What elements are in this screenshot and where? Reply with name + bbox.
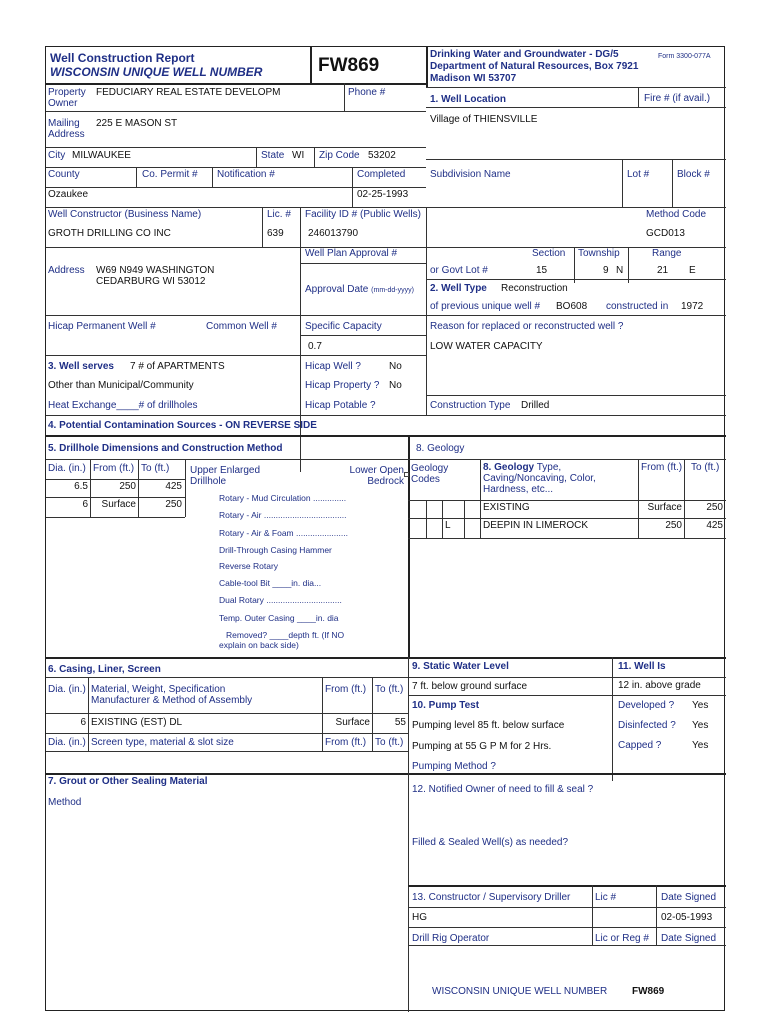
previous-well-label: of previous unique well # <box>430 301 541 312</box>
geology-row-2-code: L <box>445 520 451 531</box>
grout-title: 7. Grout or Other Sealing Material <box>48 776 208 787</box>
constructor-business-label: Well Constructor (Business Name) <box>48 209 202 220</box>
range-label: Range <box>652 248 682 259</box>
agency-line-3: Madison WI 53707 <box>430 73 517 84</box>
casing-material-label-2: Manufacturer & Method of Assembly <box>91 695 253 706</box>
heat-exchange-label: Heat Exchange____# of drillholes <box>48 400 198 411</box>
reason-value: LOW WATER CAPACITY <box>430 341 543 352</box>
constructor-address-label: Address <box>48 265 85 276</box>
casing-to-label: To (ft.) <box>375 684 404 695</box>
filled-sealed-label: Filled & Sealed Well(s) as needed? <box>412 837 569 848</box>
block-label: Block # <box>677 169 710 180</box>
geology-type-label: 8. Geology Type, <box>483 462 562 473</box>
fire-label: Fire # (if avail.) <box>644 93 711 104</box>
city-value: MILWAUKEE <box>72 150 131 161</box>
well-number: FW869 <box>318 55 380 76</box>
geology-row-1-to: 250 <box>706 502 723 513</box>
mailing-label-1: Mailing <box>48 118 80 129</box>
mailing-label-2: Address <box>48 129 85 140</box>
capped-value: Yes <box>692 740 709 751</box>
geology-row-2-from: 250 <box>665 520 682 531</box>
township-value: 9 <box>603 265 609 276</box>
previous-well-value: BO608 <box>556 301 588 312</box>
static-water-title: 9. Static Water Level <box>412 661 509 672</box>
property-owner-label-2: Owner <box>48 98 78 109</box>
well-type-value: Reconstruction <box>501 283 568 294</box>
method-explain: explain on back side) <box>219 640 299 650</box>
method-code-value: GCD013 <box>646 228 685 239</box>
bedrock-checkbox <box>404 472 409 477</box>
geology-from-label: From (ft.) <box>641 462 683 473</box>
screen-from-label: From (ft.) <box>325 737 367 748</box>
contamination-title: 4. Potential Contamination Sources - ON REVERSE SIDE <box>48 420 317 431</box>
upper-enlarged-label-2: Drillhole <box>190 476 227 487</box>
hicap-well-value: No <box>389 361 402 372</box>
govt-lot-label: or Govt Lot # <box>430 265 488 276</box>
section-label: Section <box>532 248 566 259</box>
lic-label: Lic. # <box>267 209 291 220</box>
hicap-well-label: Hicap Well ? <box>305 361 361 372</box>
method-removed: Removed? ____depth ft. (If NO <box>226 630 345 640</box>
agency-line-1: Drinking Water and Groundwater - DG/5 <box>430 49 619 60</box>
notified-owner-label: 12. Notified Owner of need to fill & seal ? <box>412 784 594 795</box>
date-signed-value: 02-05-1993 <box>661 912 713 923</box>
section-value: 15 <box>536 265 548 276</box>
drillhole-row-1-to: 425 <box>165 481 182 492</box>
casing-title: 6. Casing, Liner, Screen <box>48 664 161 675</box>
lot-label: Lot # <box>627 169 650 180</box>
date-signed-2-label: Date Signed <box>661 933 717 944</box>
geology-to-label: To (ft.) <box>691 462 720 473</box>
driller-lic-label: Lic # <box>595 892 617 903</box>
date-signed-label: Date Signed <box>661 892 717 903</box>
hicap-property-label: Hicap Property ? <box>305 380 380 391</box>
method-code-label: Method Code <box>646 209 707 220</box>
method-dual-rotary: Dual Rotary ................................ <box>219 595 342 605</box>
well-type-title: 2. Well Type <box>430 283 487 294</box>
disinfected-value: Yes <box>692 720 709 731</box>
pump-test-title: 10. Pump Test <box>412 700 480 711</box>
upper-enlarged-label-1: Upper Enlarged <box>190 465 261 476</box>
form-number: Form 3300-077A <box>658 53 711 60</box>
casing-material-label-1: Material, Weight, Specification <box>91 684 226 695</box>
drillhole-row-2-dia: 6 <box>82 499 88 510</box>
lic-or-reg-label: Lic or Reg # <box>595 933 649 944</box>
property-owner-label-1: Property <box>48 87 86 98</box>
constructor-address-line-1: W69 N949 WASHINGTON <box>96 265 215 276</box>
drillhole-dia-label: Dia. (in.) <box>48 463 86 474</box>
screen-to-label: To (ft.) <box>375 737 404 748</box>
geology-codes-label-1: Geology <box>411 463 449 474</box>
reason-label: Reason for replaced or reconstructed well ? <box>430 321 624 332</box>
casing-row-material: EXISTING (EST) DL <box>91 717 183 728</box>
drillhole-row-2-to: 250 <box>165 499 182 510</box>
geology-row-1-from: Surface <box>647 502 682 513</box>
geology-row-2-desc: DEEPIN IN LIMEROCK <box>483 520 589 531</box>
method-temp-outer-casing: Temp. Outer Casing ____in. dia <box>219 613 339 623</box>
pumping-level: Pumping level 85 ft. below surface <box>412 720 565 731</box>
state-label: State <box>261 150 285 161</box>
facility-value: 246013790 <box>308 228 359 239</box>
well-plan-label: Well Plan Approval # <box>305 248 398 259</box>
agency-line-2: Department of Natural Resources, Box 7921 <box>430 61 639 72</box>
township-label: Township <box>578 248 620 259</box>
drillhole-to-label: To (ft.) <box>141 463 170 474</box>
form-subtitle: WISCONSIN UNIQUE WELL NUMBER <box>50 65 263 79</box>
approval-date-label: Approval Date (mm-dd-yyyy) <box>305 284 414 295</box>
casing-row-dia: 6 <box>80 717 86 728</box>
hicap-potable-label: Hicap Potable ? <box>305 400 376 411</box>
constructed-in-label: constructed in <box>606 301 669 312</box>
other-than-municipal-label: Other than Municipal/Community <box>48 380 194 391</box>
method-rotary-air-foam: Rotary - Air & Foam ...................... <box>219 528 348 538</box>
well-is-grade: 12 in. above grade <box>618 680 701 691</box>
drillhole-row-2-from: Surface <box>101 499 136 510</box>
mailing-address-value: 225 E MASON ST <box>96 118 178 129</box>
developed-label: Developed ? <box>618 700 675 711</box>
geology-row-2-to: 425 <box>706 520 723 531</box>
constructor-driller-label: 13. Constructor / Supervisory Driller <box>412 892 571 903</box>
casing-from-label: From (ft.) <box>325 684 367 695</box>
construction-type-label: Construction Type <box>430 400 511 411</box>
drillhole-title: 5. Drillhole Dimensions and Construction Method <box>48 443 283 454</box>
notification-label: Notification # <box>217 169 275 180</box>
subdivision-label: Subdivision Name <box>430 169 511 180</box>
county-value: Ozaukee <box>48 189 89 200</box>
well-is-title: 11. Well Is <box>618 661 666 672</box>
village-value: Village of THIENSVILLE <box>430 114 538 125</box>
drillhole-row-1-from: 250 <box>119 481 136 492</box>
geology-codes-label-2: Codes <box>411 474 440 485</box>
constructor-business-value: GROTH DRILLING CO INC <box>48 228 171 239</box>
township-direction: N <box>616 265 624 276</box>
drillhole-row-1-dia: 6.5 <box>74 481 88 492</box>
geology-row-1-desc: EXISTING <box>483 502 530 513</box>
state-value: WI <box>292 150 305 161</box>
facility-label: Facility ID # (Public Wells) <box>305 209 421 220</box>
footer-label: WISCONSIN UNIQUE WELL NUMBER <box>432 986 608 997</box>
construction-type-value: Drilled <box>521 400 550 411</box>
static-water-value: 7 ft. below ground surface <box>412 681 528 692</box>
method-rotary-air: Rotary - Air ................................... <box>219 510 347 520</box>
completed-value: 02-25-1993 <box>357 189 409 200</box>
drillhole-from-label: From (ft.) <box>93 463 135 474</box>
well-location-title: 1. Well Location <box>430 94 506 105</box>
city-label: City <box>48 150 66 161</box>
well-construction-report-form <box>45 46 725 1011</box>
well-serves-value: 7 # of APARTMENTS <box>130 361 225 372</box>
casing-row-to: 55 <box>394 717 406 728</box>
form-title: Well Construction Report <box>50 51 195 65</box>
drill-rig-operator-label: Drill Rig Operator <box>412 933 490 944</box>
constructor-address-line-2: CEDARBURG WI 53012 <box>96 276 206 287</box>
method-drill-through: Drill-Through Casing Hammer <box>219 545 332 555</box>
zip-label: Zip Code <box>319 150 360 161</box>
range-direction: E <box>689 265 696 276</box>
hicap-permanent-label: Hicap Permanent Well # <box>48 321 156 332</box>
casing-dia-label: Dia. (in.) <box>48 684 86 695</box>
constructed-in-value: 1972 <box>681 301 704 312</box>
developed-value: Yes <box>692 700 709 711</box>
lower-open-label-1: Lower Open <box>349 465 404 476</box>
screen-dia-label: Dia. (in.) <box>48 737 86 748</box>
county-label: County <box>48 169 80 180</box>
footer-well-number: FW869 <box>632 986 665 997</box>
specific-capacity-label: Specific Capacity <box>305 321 382 332</box>
property-owner-value: FEDUCIARY REAL ESTATE DEVELOPM <box>96 87 281 98</box>
geology-type-label-2: Caving/Noncaving, Color, <box>483 473 596 484</box>
phone-label: Phone # <box>348 87 386 98</box>
pumping-method-label: Pumping Method ? <box>412 761 496 772</box>
method-cable-tool: Cable-tool Bit ____in. dia... <box>219 578 322 588</box>
lic-value: 639 <box>267 228 284 239</box>
method-rotary-mud: Rotary - Mud Circulation .............. <box>219 493 347 503</box>
capped-label: Capped ? <box>618 740 662 751</box>
common-well-label: Common Well # <box>206 321 277 332</box>
well-serves-title: 3. Well serves <box>48 361 114 372</box>
casing-row-from: Surface <box>335 717 370 728</box>
screen-type-label: Screen type, material & slot size <box>91 737 234 748</box>
pumping-at: Pumping at 55 G P M for 2 Hrs. <box>412 741 552 752</box>
range-value: 21 <box>657 265 669 276</box>
completed-label: Completed <box>357 169 406 180</box>
hicap-property-value: No <box>389 380 402 391</box>
zip-value: 53202 <box>368 150 396 161</box>
co-permit-label: Co. Permit # <box>142 169 198 180</box>
specific-capacity-value: 0.7 <box>308 341 322 352</box>
lower-open-label-2: Bedrock <box>367 476 404 487</box>
driller-value: HG <box>412 912 427 923</box>
geology-type-label-3: Hardness, etc... <box>483 484 554 495</box>
grout-method-label: Method <box>48 797 82 808</box>
geology-title: 8. Geology <box>416 443 465 454</box>
disinfected-label: Disinfected ? <box>618 720 676 731</box>
method-reverse-rotary: Reverse Rotary <box>219 561 279 571</box>
